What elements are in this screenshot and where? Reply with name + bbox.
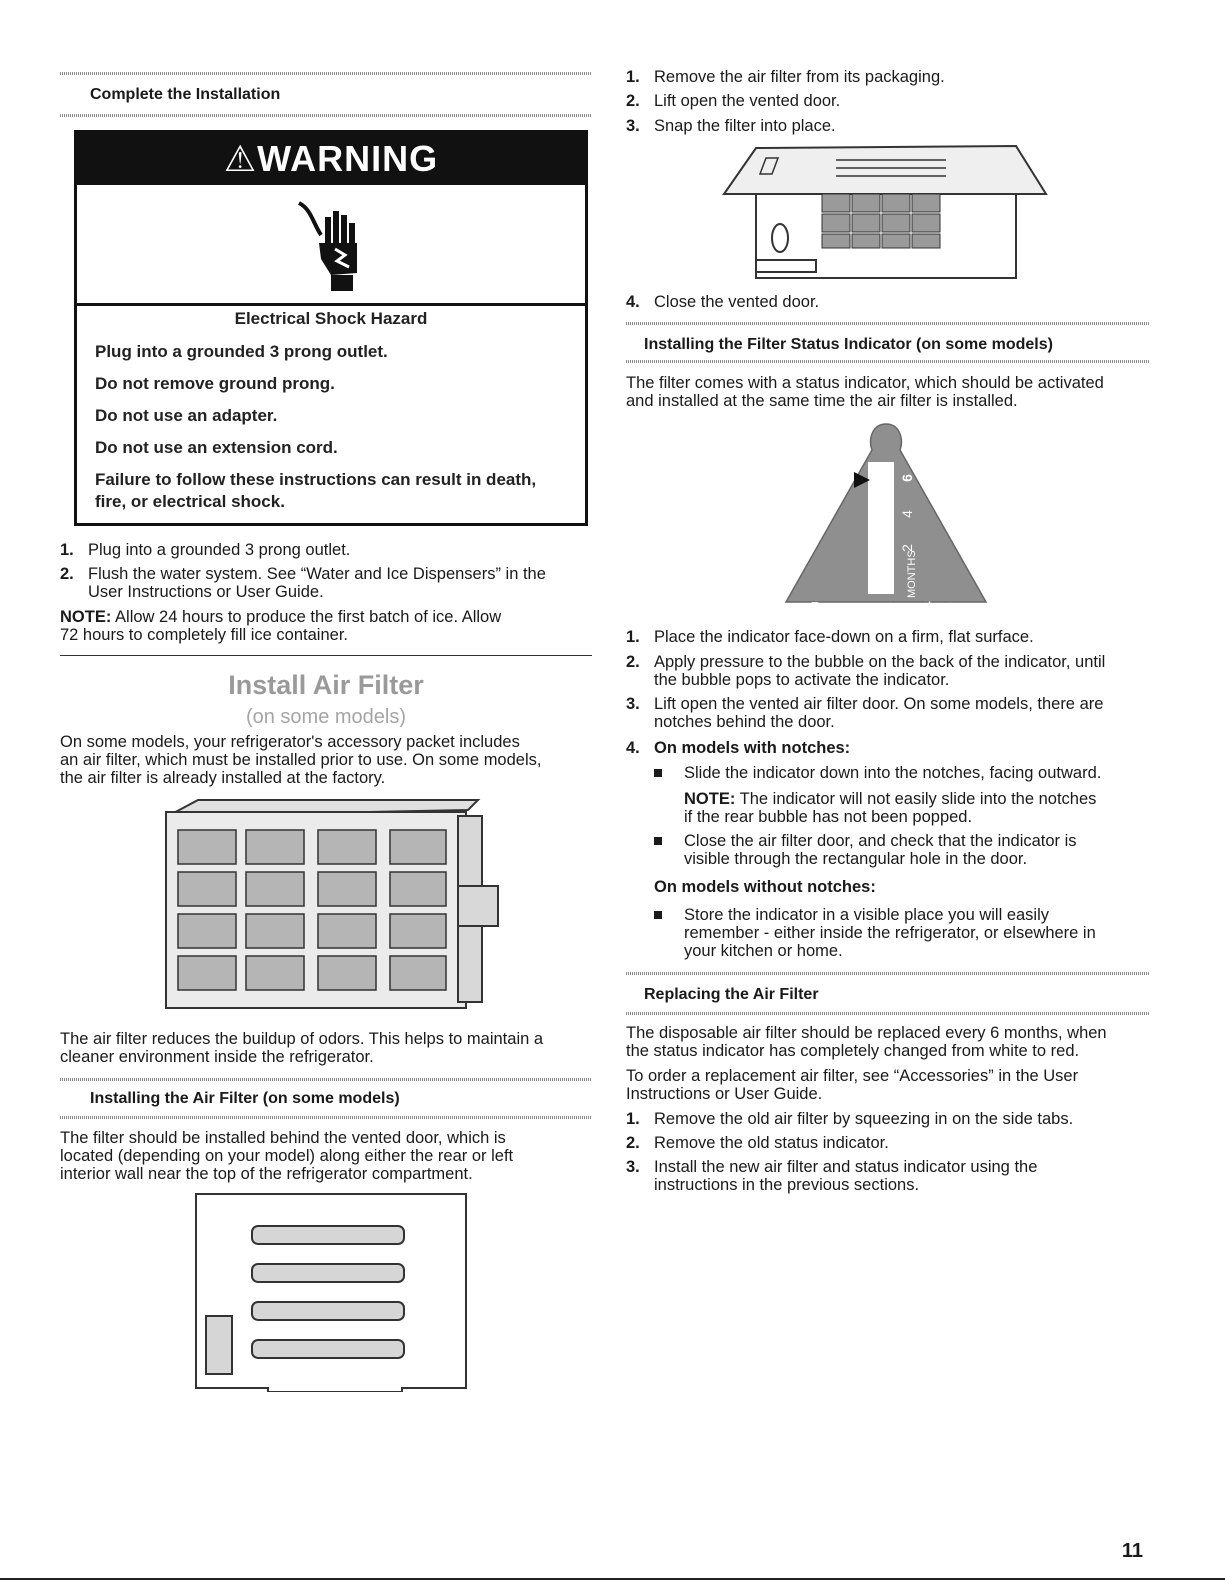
paragraph-line: The air filter reduces the buildup of odors. This helps to maintain a [60, 1030, 544, 1048]
divider [626, 972, 1150, 975]
paragraph-line: an air filter, which must be installed prior to use. On some models, [60, 751, 542, 769]
paragraph-line: the status indicator has completely changed from white to red. [626, 1042, 1080, 1060]
paragraph-line: interior wall near the top of the refrigerator compartment. [60, 1165, 473, 1183]
paragraph-line: The filter comes with a status indicator, which should be activated [626, 374, 1104, 392]
indicator-number-2: 2 [898, 544, 915, 552]
paragraph-line: Instructions or User Guide. [626, 1085, 823, 1103]
note: NOTE: Allow 24 hours to produce the first batch of ice. Allow [60, 608, 502, 626]
warning-line: fire, or electrical shock. [95, 492, 285, 511]
warning-title: ⚠WARNING [77, 133, 585, 185]
paragraph-line: cleaner environment inside the refrigerator. [60, 1048, 374, 1066]
section-title-install-air-filter: Install Air Filter [228, 670, 424, 700]
paragraph-line: and installed at the same time the air filter is installed. [626, 392, 1018, 410]
paragraph-line: The filter should be installed behind the vented door, which is [60, 1129, 506, 1147]
divider [60, 1116, 592, 1119]
divider [60, 655, 592, 656]
bullet-continuation: visible through the rectangular hole in the door. [684, 850, 1028, 868]
warning-line: Do not remove ground prong. [95, 374, 335, 393]
section-heading-installing-air-filter: Installing the Air Filter (on some models) [90, 1090, 400, 1107]
indicator-months-label: MONTHS [906, 550, 918, 598]
warning-box [74, 130, 588, 526]
section-heading-status-indicator: Installing the Filter Status Indicator (on some models) [644, 336, 1053, 353]
warning-line: Do not use an adapter. [95, 406, 278, 425]
paragraph-line: the air filter is already installed at the factory. [60, 769, 386, 787]
warning-icon-area [77, 185, 585, 306]
warning-hazard: Electrical Shock Hazard [234, 309, 428, 328]
indicator-replace-label: REPLACE [834, 420, 848, 478]
bullet-note-continuation: if the rear bubble has not been popped. [684, 808, 973, 826]
list-item-continuation: notches behind the door. [654, 713, 835, 731]
paragraph-line: The disposable air filter should be replaced every 6 months, when [626, 1024, 1107, 1042]
page-number: 11 [1121, 1540, 1143, 1562]
paragraph-line: located (depending on your model) along either the rear or left [60, 1147, 514, 1165]
paragraph-line: To order a replacement air filter, see “Accessories” in the User [626, 1067, 1079, 1085]
subheading-without-notches: On models without notches: [654, 878, 876, 896]
footer-rule [0, 1578, 1225, 1580]
section-subtitle: (on some models) [245, 706, 407, 728]
bullet-continuation: remember - either inside the refrigerator, or elsewhere in [684, 924, 1096, 942]
status-indicator-illustration [776, 420, 996, 620]
filter-snap-illustration [716, 142, 1056, 282]
warning-line: Failure to follow these instructions can result in death, [95, 470, 537, 489]
indicator-number-6: 6 [898, 474, 915, 482]
warning-line: Do not use an extension cord. [95, 438, 338, 457]
note-continuation: 72 hours to completely fill ice container. [60, 626, 348, 644]
divider [626, 1012, 1150, 1015]
divider [60, 114, 592, 117]
list-item-continuation: the bubble pops to activate the indicator. [654, 671, 950, 689]
section-heading-replacing: Replacing the Air Filter [644, 986, 819, 1003]
indicator-number-4: 4 [898, 510, 915, 518]
indicator-activate-label: Press rear to activate [810, 600, 962, 617]
air-filter-illustration [158, 796, 518, 1016]
bullet-note: NOTE: The indicator will not easily slide into the notches [684, 790, 1097, 808]
section-heading-complete: Complete the Installation [90, 86, 281, 103]
vented-door-illustration [192, 1192, 472, 1392]
warning-line: Plug into a grounded 3 prong outlet. [95, 342, 388, 361]
list-item-continuation: User Instructions or User Guide. [88, 583, 324, 601]
divider [626, 322, 1150, 325]
warning-text [95, 309, 567, 511]
list-item-continuation: instructions in the previous sections. [654, 1176, 920, 1194]
paragraph-line: On some models, your refrigerator's accessory packet includes [60, 733, 520, 751]
divider [626, 360, 1150, 363]
bullet-continuation: your kitchen or home. [684, 942, 843, 960]
divider [60, 72, 592, 75]
electric-shock-hand-icon [291, 195, 371, 295]
